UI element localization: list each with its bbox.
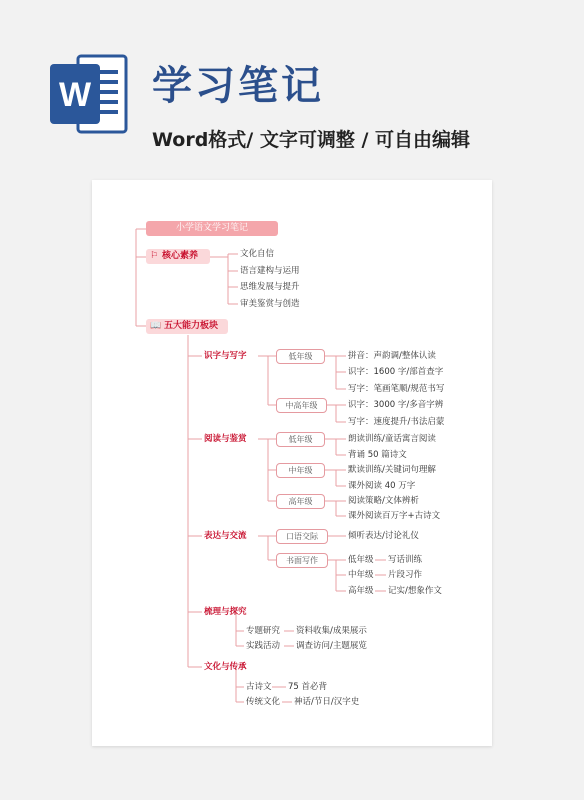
level-box: 高年级 <box>276 494 325 509</box>
leaf-item: 写字：笔画笔顺/规范书写 <box>348 384 445 394</box>
word-app-icon <box>48 52 128 136</box>
leaf-item: 神话/节日/汉字史 <box>294 697 360 707</box>
mindmap-root: 小学语文学习笔记 <box>146 221 278 236</box>
leaf-item: 片段习作 <box>388 570 423 580</box>
core-item: 审美鉴赏与创造 <box>240 299 300 309</box>
leaf-item: 倾听表达/讨论礼仪 <box>348 531 419 541</box>
sub-label: 实践活动 <box>246 641 281 651</box>
branch-expression: 表达与交流 <box>204 531 247 541</box>
leaf-item: 识字：1600 字/部首查字 <box>348 367 444 377</box>
core-item: 文化自信 <box>240 249 275 259</box>
leaf-item: 75 首必背 <box>288 682 328 692</box>
level-box: 低年级 <box>276 349 325 364</box>
leaf-item: 拼音：声韵调/整体认读 <box>348 351 436 361</box>
core-item: 思维发展与提升 <box>240 282 300 292</box>
section-abilities-label: 五大能力板块 <box>164 321 219 331</box>
level-box: 低年级 <box>276 432 325 447</box>
branch-reading: 阅读与鉴赏 <box>204 434 247 444</box>
leaf-item: 背诵 50 篇诗文 <box>348 450 407 460</box>
grade-label: 中年级 <box>348 570 374 580</box>
leaf-item: 写话训练 <box>388 555 423 565</box>
level-box: 中年级 <box>276 463 325 478</box>
branch-literacy: 识字与写字 <box>204 351 247 361</box>
document-page <box>92 180 492 746</box>
leaf-item: 课外阅读百万字+古诗文 <box>348 511 441 521</box>
leaf-item: 默读训练/关键词句理解 <box>348 465 436 475</box>
book-icon: 📖 <box>150 321 162 331</box>
core-item: 语言建构与运用 <box>240 266 300 276</box>
leaf-item: 课外阅读 40 万字 <box>348 481 416 491</box>
page-title: 学习笔记 <box>152 63 324 109</box>
grade-label: 低年级 <box>348 555 374 565</box>
leaf-item: 调查访问/主题展览 <box>296 641 367 651</box>
sub-label: 古诗文 <box>246 682 272 692</box>
page-subtitle: Word格式/ 文字可调整 / 可自由编辑 <box>152 129 471 151</box>
leaf-item: 阅读策略/文体辨析 <box>348 496 419 506</box>
grade-label: 高年级 <box>348 586 374 596</box>
leaf-item: 朗读训练/童话寓言阅读 <box>348 434 436 444</box>
level-box: 中高年级 <box>276 398 327 413</box>
section-core <box>146 249 210 264</box>
leaf-item: 资料收集/成果展示 <box>296 626 367 636</box>
level-box: 口语交际 <box>276 529 328 544</box>
section-abilities <box>146 319 228 334</box>
section-core-label: 核心素养 <box>162 251 199 261</box>
sub-label: 传统文化 <box>246 697 281 707</box>
leaf-item: 识字：3000 字/多音字辨 <box>348 400 444 410</box>
level-box: 书面写作 <box>276 553 328 568</box>
leaf-item: 写字：速度提升/书法启蒙 <box>348 417 445 427</box>
leaf-item: 记实/想象作文 <box>388 586 442 596</box>
branch-culture: 文化与传承 <box>204 662 247 672</box>
sub-label: 专题研究 <box>246 626 281 636</box>
flag-icon: ⚐ <box>150 251 159 261</box>
branch-inquiry: 梳理与探究 <box>204 607 247 617</box>
word-icon-letter: W <box>58 76 92 114</box>
